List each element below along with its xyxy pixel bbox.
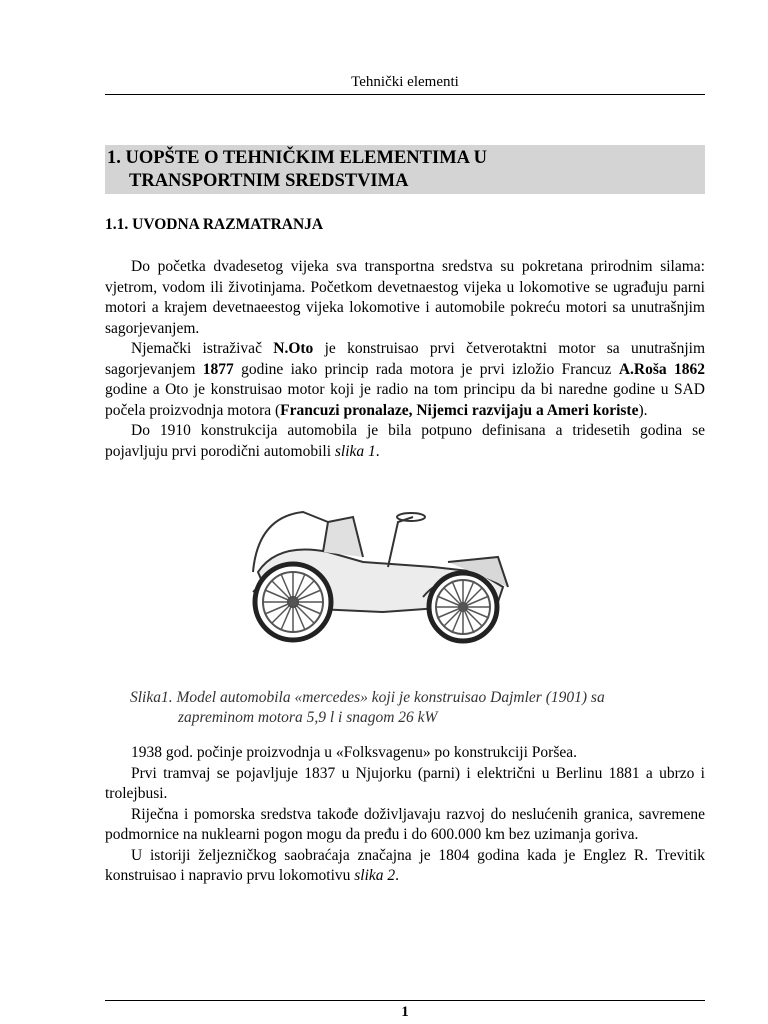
text-run: je konstruisao prvi četverotaktni motor sa unutrašnjim sagorjevanjem (105, 340, 706, 378)
caption-line1: Slika1. Model automobila «mercedes» koji je konstruisao Dajmler (1901) sa (130, 689, 605, 706)
seat-back (323, 517, 363, 557)
figure-reference: slika 2 (354, 867, 396, 884)
bold-quote: Francuzi pronalaze, Nijemci razvijaju a Ameri koriste (280, 401, 639, 419)
text-run: Njemački istraživač (131, 340, 274, 357)
page-number: 1 (401, 1004, 409, 1020)
intro-text (105, 257, 705, 462)
running-header: Tehnički elementi (351, 74, 459, 90)
history-text (105, 743, 705, 887)
figure-caption (130, 688, 705, 728)
text-run: U istoriji željezničkog saobraćaja značajna je 1804 godina kada je Englez R. Trevitik konstruisao i napravio prvu lokomotivu (105, 846, 705, 884)
chapter-title-line2: TRANSPORTNIM SREDSTVIMA (129, 171, 409, 191)
car-illustration (233, 497, 533, 647)
text-run: ). (638, 401, 648, 419)
steering-column (388, 517, 413, 567)
front-wheel (429, 573, 497, 641)
paragraph (105, 339, 705, 421)
chapter-title-line1: 1. UOPŠTE O TEHNIČKIM ELEMENTIMA U (107, 148, 487, 168)
text-run: . (375, 442, 380, 460)
text-run: godine iako princip rada motora je prvi izložio Francuz (233, 360, 619, 378)
chapter-heading-box (105, 145, 705, 194)
paragraph (105, 846, 705, 887)
bold-name: N.Oto (273, 340, 314, 357)
text-run: Do 1910 konstrukcija automobila je bila potpuno definisana a tridesetih godina se pojavljuju prvi porodični automobili (105, 422, 705, 460)
paragraph: Prvi tramvaj se pojavljuje 1837 u Njujorku (parni) i električni u Berlinu 1881 a ubrzo i trolejbusi. (105, 764, 705, 802)
rear-wheel (255, 564, 331, 640)
text-run: godine a Oto je konstruisao motor koji je radio na tom principu da bi naredne godine u SAD počela proizvodnja motora ( (105, 381, 705, 419)
section-title: 1.1. UVODNA RAZMATRANJA (105, 216, 324, 233)
paragraph (105, 421, 705, 462)
footer-rule (105, 1000, 705, 1001)
bold-name-year: A.Roša 1862 (618, 360, 705, 378)
paragraph: Do početka dvadesetog vijeka sva transportna sredstva su pokretana prirodnim silama: vjetrom, vodom ili životinjama. Početkom devetnaestog vijeka u lokomotive se ugrađuju parni motori a krajem devetnaeestog vijeka lokomotive i automobile pokreću motori sa unutrašnjim sagorjevanjem. (105, 258, 705, 337)
bold-year: 1877 (202, 360, 234, 378)
caption-line2: zapreminom motora 5,9 l i snagom 26 kW (178, 709, 438, 726)
paragraph: 1938 god. počinje proizvodnja u «Folksvagenu» po konstrukciji Poršea. (131, 744, 577, 761)
figure-reference: slika 1 (334, 442, 376, 460)
text-run: . (395, 867, 400, 884)
paragraph: Riječna i pomorska sredstva takođe doživljavaju razvoj do neslućenih granica, savremene podmornice na nuklearni pogon mogu da pređu i do 600.000 km bez uzimanja goriva. (105, 805, 705, 843)
header-rule (105, 94, 705, 95)
